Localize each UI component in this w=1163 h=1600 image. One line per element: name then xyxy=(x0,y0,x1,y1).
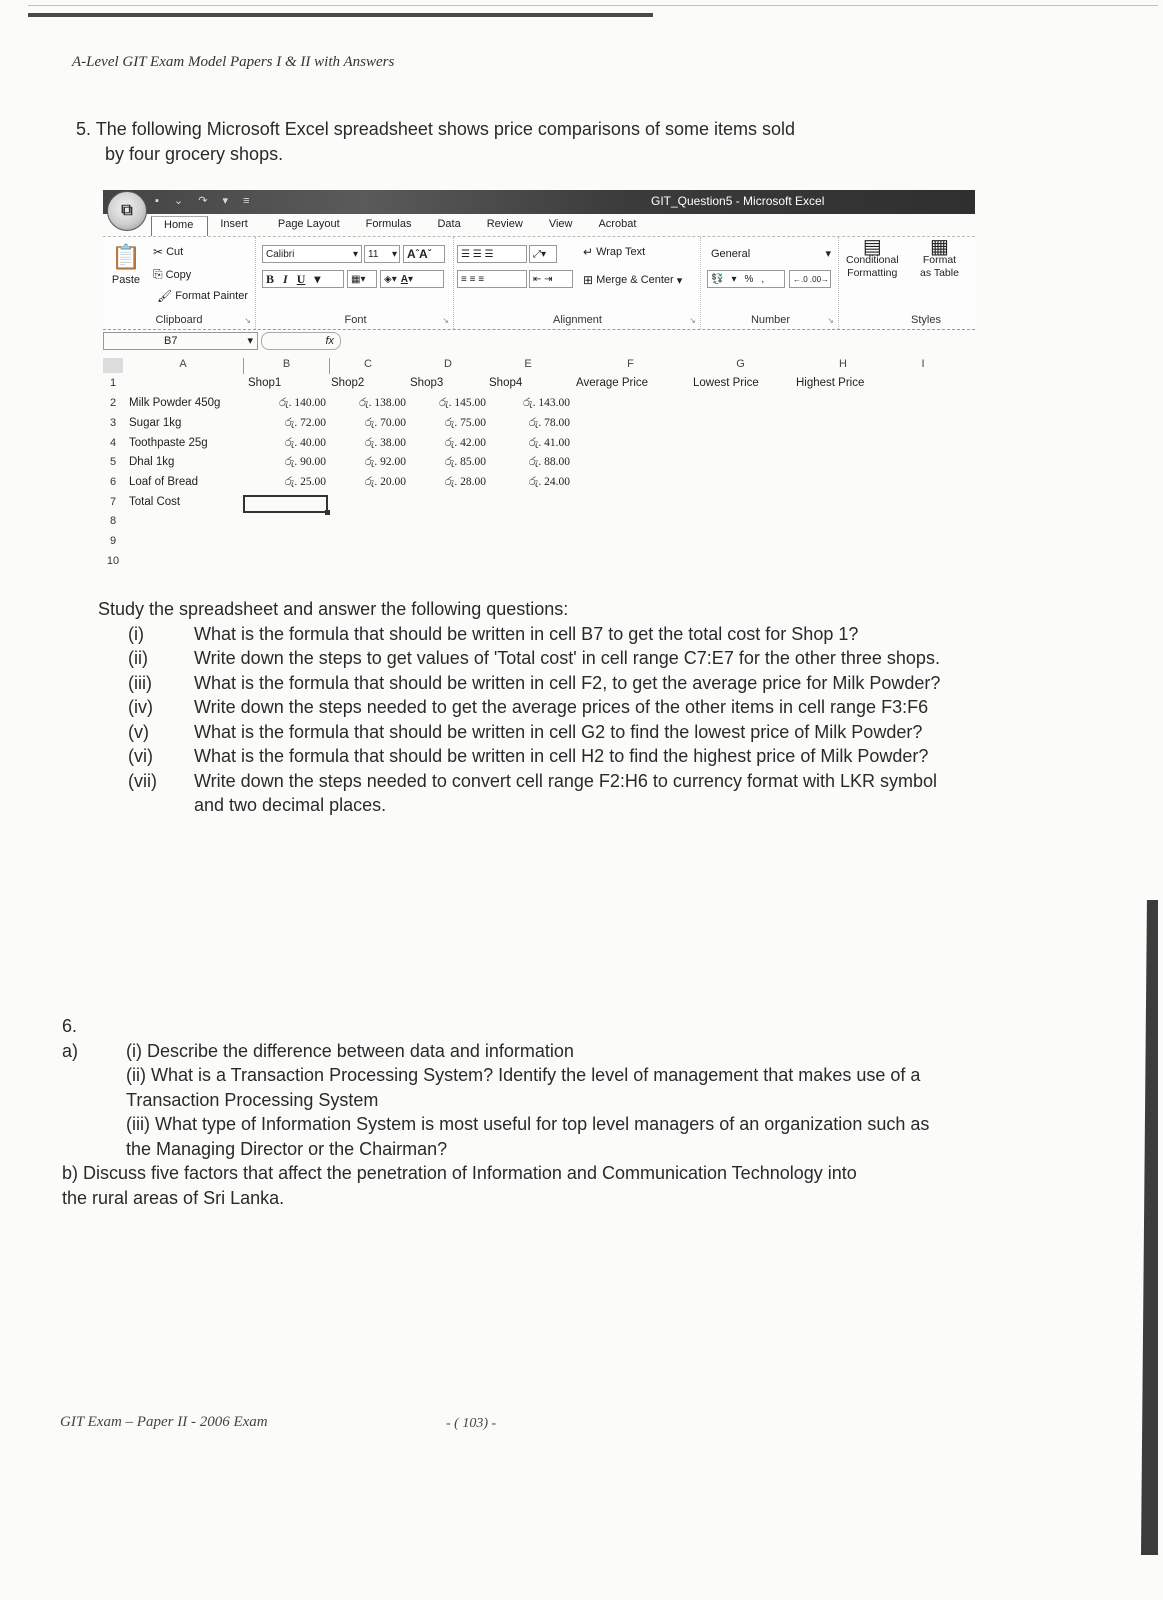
cell-e4[interactable]: රු. 41.00 xyxy=(528,437,570,449)
question-number: 5. xyxy=(76,119,92,139)
row-header-5[interactable]: 5 xyxy=(109,456,117,468)
row-header-2[interactable]: 2 xyxy=(109,397,117,409)
formula-bar xyxy=(103,332,975,352)
paste-icon: 📋 xyxy=(111,244,141,271)
column-header-c[interactable]: C xyxy=(364,358,372,370)
dialog-launcher-icon[interactable]: ↘ xyxy=(827,316,834,325)
tab-review[interactable]: Review xyxy=(486,218,523,230)
number-format-dropdown[interactable]: General ▾ xyxy=(711,247,831,260)
cell-a4[interactable]: Toothpaste 25g xyxy=(129,437,208,449)
column-header-f[interactable]: F xyxy=(627,358,634,370)
tab-acrobat[interactable]: Acrobat xyxy=(598,218,637,230)
subquestion-iv: (iv) Write down the steps needed to get the average prices of the other items in cell range F3:F6 xyxy=(128,697,929,717)
cell-e2[interactable]: රු. 143.00 xyxy=(523,397,570,409)
cell-b3[interactable]: රු. 72.00 xyxy=(284,417,326,429)
subquestion-vii: (vii) Write down the steps needed to convert cell range F2:H6 to currency format with LKR symbol and two decimal places. xyxy=(128,770,938,815)
question-5-intro xyxy=(76,117,956,167)
column-header-d[interactable]: D xyxy=(444,358,452,370)
indent-buttons[interactable]: ⇤ ⇥ xyxy=(529,270,573,288)
cell-c2[interactable]: රු. 138.00 xyxy=(359,397,406,409)
part-a xyxy=(62,1039,942,1162)
scan-edge-line xyxy=(28,5,1158,6)
borders-button[interactable]: ▦ ▾ xyxy=(347,270,377,288)
column-header-b[interactable]: B xyxy=(243,358,330,374)
question-number: 6. xyxy=(62,1016,78,1036)
conditional-formatting-icon: ▤ xyxy=(862,236,882,258)
dialog-launcher-icon[interactable]: ↘ xyxy=(442,316,449,325)
row-header-1[interactable]: 1 xyxy=(109,377,117,389)
cell-c3[interactable]: රු. 70.00 xyxy=(364,417,406,429)
dialog-launcher-icon[interactable]: ↘ xyxy=(244,316,251,325)
vertical-align-buttons[interactable]: ☰ ☰ ☰ xyxy=(457,245,527,263)
font-name-dropdown[interactable]: Calibri ▾ xyxy=(262,245,362,263)
question-6 xyxy=(62,1014,942,1210)
styles-group xyxy=(840,237,975,329)
underline-button[interactable]: U xyxy=(296,271,306,286)
bold-italic-underline[interactable]: B I U ▾ xyxy=(262,270,344,288)
cell-h1[interactable]: Highest Price xyxy=(796,377,865,389)
cell-a7[interactable]: Total Cost xyxy=(129,496,181,508)
group-label: Styles xyxy=(911,314,941,326)
tab-home[interactable]: Home xyxy=(151,216,208,236)
cell-d2[interactable]: රු. 145.00 xyxy=(439,397,486,409)
number-group xyxy=(703,237,839,329)
chevron-down-icon: ▾ xyxy=(352,248,358,260)
dialog-launcher-icon[interactable]: ↘ xyxy=(689,316,696,325)
insert-function-button[interactable]: fx xyxy=(261,332,341,350)
intro-line-1: The following Microsoft Excel spreadsheet shows price comparisons of some items sold xyxy=(95,119,795,139)
accounting-format-icon[interactable]: 💱 xyxy=(711,273,724,285)
window-title: GIT_Question5 - Microsoft Excel xyxy=(651,194,825,208)
borders-icon: ▦ xyxy=(351,273,361,285)
subquestion-i: (i) What is the formula that should be written in cell B7 to get the total cost for Shop 1? xyxy=(128,623,859,644)
scan-top-bar xyxy=(28,13,653,17)
cell-b5[interactable]: රු. 90.00 xyxy=(284,456,326,468)
group-label: Font xyxy=(344,314,367,326)
alignment-group xyxy=(455,237,701,329)
intro-line-2: by four grocery shops. xyxy=(105,144,284,164)
column-header-a[interactable]: A xyxy=(179,358,187,370)
subquestion-vi: (vi) What is the formula that should be written in cell H2 to find the highest price of Milk Powder? xyxy=(128,746,929,766)
row-header-9[interactable]: 9 xyxy=(109,535,117,547)
cut-button[interactable]: ✂ Cut xyxy=(153,245,184,259)
subquestion-v: (v) What is the formula that should be written in cell G2 to find the lowest price of Milk Powder? xyxy=(128,721,923,742)
group-label: Number xyxy=(750,314,791,326)
column-header-i[interactable]: I xyxy=(921,358,925,370)
clipboard-group xyxy=(103,237,256,329)
conditional-formatting-button[interactable]: ▤ Conditional Formatting xyxy=(846,236,899,279)
part-a-i: (i) Describe the difference between data and information xyxy=(126,1040,574,1061)
cell-c5[interactable]: රු. 92.00 xyxy=(364,456,406,468)
cell-b4[interactable]: රු. 40.00 xyxy=(284,437,326,449)
chevron-down-icon: ▾ xyxy=(247,335,253,347)
grow-shrink-font-buttons[interactable]: A ˆ A ˇ xyxy=(403,245,445,263)
title-bar xyxy=(103,190,975,214)
percent-button[interactable]: % xyxy=(744,273,754,285)
name-box[interactable]: B7 ▾ xyxy=(103,332,258,350)
part-a-ii: (ii) What is a Transaction Processing System? Identify the level of management that makes use of a Transaction Processing System xyxy=(126,1065,921,1110)
cell-g1[interactable]: Lowest Price xyxy=(693,377,759,389)
cell-d3[interactable]: රු. 75.00 xyxy=(444,417,486,429)
cell-e3[interactable]: රු. 78.00 xyxy=(528,417,570,429)
cell-d4[interactable]: රු. 42.00 xyxy=(444,437,486,449)
cell-c6[interactable]: රු. 20.00 xyxy=(364,476,406,488)
part-a-iii: (iii) What type of Information System is most useful for top level managers of an organization such as the Managing Director or the Chairman? xyxy=(126,1114,930,1159)
ribbon xyxy=(103,236,975,330)
cell-c4[interactable]: රු. 38.00 xyxy=(364,437,406,449)
cell-d5[interactable]: රු. 85.00 xyxy=(444,456,486,468)
copy-button[interactable]: ⎘ Copy xyxy=(153,267,192,281)
copy-icon: ⎘ xyxy=(153,267,163,281)
cell-f1[interactable]: Average Price xyxy=(576,377,649,389)
question-5-subquestions xyxy=(98,597,958,818)
footer-exam-title: GIT Exam – Paper II - 2006 Exam xyxy=(60,1414,268,1430)
format-as-table-button[interactable]: ▦ Format as Table xyxy=(920,236,959,279)
row-header-4[interactable]: 4 xyxy=(109,437,117,449)
wrap-text-icon: ↵ xyxy=(583,245,594,259)
row-header-3[interactable]: 3 xyxy=(109,417,117,429)
cell-d1[interactable]: Shop3 xyxy=(410,377,444,389)
tab-insert[interactable]: Insert xyxy=(220,218,248,230)
scissors-icon: ✂ xyxy=(153,245,164,259)
fill-font-color-buttons[interactable]: ◈ ▾ A ▾ xyxy=(380,270,444,288)
fill-color-icon: ◈ xyxy=(384,273,392,285)
cell-a6[interactable]: Loaf of Bread xyxy=(129,476,199,488)
quick-access-toolbar[interactable]: ▪ ⌄ ↷ ▾ ≡ xyxy=(155,195,256,207)
font-size-dropdown[interactable]: 11 ▾ xyxy=(364,245,400,263)
subquestion-ii: (ii) Write down the steps to get values of 'Total cost' in cell range C7:E7 for the other three shops. xyxy=(128,648,940,668)
merge-icon: ⊞ xyxy=(583,273,594,287)
cell-a5[interactable]: Dhal 1kg xyxy=(129,456,175,468)
bold-button[interactable]: B xyxy=(266,271,275,286)
comma-button[interactable]: , xyxy=(761,273,765,285)
cell-e5[interactable]: රු. 88.00 xyxy=(528,456,570,468)
merge-center-button[interactable]: ⊞ Merge & Center ▾ xyxy=(583,273,683,287)
italic-button[interactable]: I xyxy=(283,271,288,286)
font-color-icon: A xyxy=(400,273,408,285)
cell-a3[interactable]: Sugar 1kg xyxy=(129,417,182,429)
group-label: Clipboard xyxy=(155,314,203,326)
cell-c1[interactable]: Shop2 xyxy=(331,377,365,389)
orientation-button[interactable]: ⤢ ▾ xyxy=(529,245,557,263)
cell-b1[interactable]: Shop1 xyxy=(248,377,282,389)
scan-binding-shadow xyxy=(1141,900,1158,1555)
font-group xyxy=(258,237,454,329)
format-painter-button[interactable]: 🖌 Format Painter xyxy=(157,289,248,303)
cell-a2[interactable]: Milk Powder 450g xyxy=(129,397,221,409)
paste-button[interactable]: 📋 Paste xyxy=(111,244,141,286)
selected-cell-b7[interactable] xyxy=(243,495,328,513)
tab-view[interactable]: View xyxy=(548,218,573,230)
chevron-down-icon: ▾ xyxy=(825,248,831,260)
part-b: b) Discuss five factors that affect the penetration of Information and Communication Technology into the rural areas of Sri Lanka. xyxy=(62,1163,857,1208)
page-number: - ( 103) - xyxy=(446,1416,497,1431)
cell-b2[interactable]: රු. 140.00 xyxy=(279,397,326,409)
cell-b6[interactable]: රු. 25.00 xyxy=(284,476,326,488)
instructions: Study the spreadsheet and answer the following questions: xyxy=(98,599,569,619)
subquestion-iii: (iii) What is the formula that should be written in cell F2, to get the average price for Milk Powder? xyxy=(128,672,941,693)
tab-data[interactable]: Data xyxy=(437,218,461,230)
row-header-6[interactable]: 6 xyxy=(109,476,117,488)
part-a-label: a) xyxy=(62,1040,79,1061)
running-header: A-Level GIT Exam Model Papers I & II with Answers xyxy=(72,54,395,70)
select-all-corner[interactable] xyxy=(103,358,123,373)
table-icon: ▦ xyxy=(930,236,949,258)
row-header-7[interactable]: 7 xyxy=(109,496,117,508)
tab-formulas[interactable]: Formulas xyxy=(365,218,412,230)
wrap-text-button[interactable]: ↵ Wrap Text xyxy=(583,245,646,259)
cell-d6[interactable]: රු. 28.00 xyxy=(444,476,486,488)
paintbrush-icon: 🖌 xyxy=(157,289,173,303)
row-header-8[interactable]: 8 xyxy=(109,515,117,527)
row-header-10[interactable]: 10 xyxy=(106,555,120,567)
horizontal-align-buttons[interactable]: ≡ ≡ ≡ xyxy=(457,270,527,288)
cell-e6[interactable]: රු. 24.00 xyxy=(528,476,570,488)
office-button[interactable] xyxy=(107,191,147,231)
tab-page-layout[interactable]: Page Layout xyxy=(277,218,340,230)
column-header-h[interactable]: H xyxy=(839,358,847,370)
cell-e1[interactable]: Shop4 xyxy=(489,377,523,389)
excel-window xyxy=(103,190,975,585)
ribbon-tabs xyxy=(151,216,650,236)
office-logo-icon: ⧉ xyxy=(121,202,133,219)
decimal-buttons[interactable]: ←.0 .00→ xyxy=(789,270,831,288)
orientation-icon: ⤢ xyxy=(533,248,541,260)
column-header-e[interactable]: E xyxy=(524,358,532,370)
column-header-g[interactable]: G xyxy=(736,358,745,370)
chevron-down-icon: ▾ xyxy=(391,248,397,260)
accounting-percent-comma[interactable]: 💱 ▾ % , xyxy=(707,270,785,288)
group-label: Alignment xyxy=(553,314,602,326)
